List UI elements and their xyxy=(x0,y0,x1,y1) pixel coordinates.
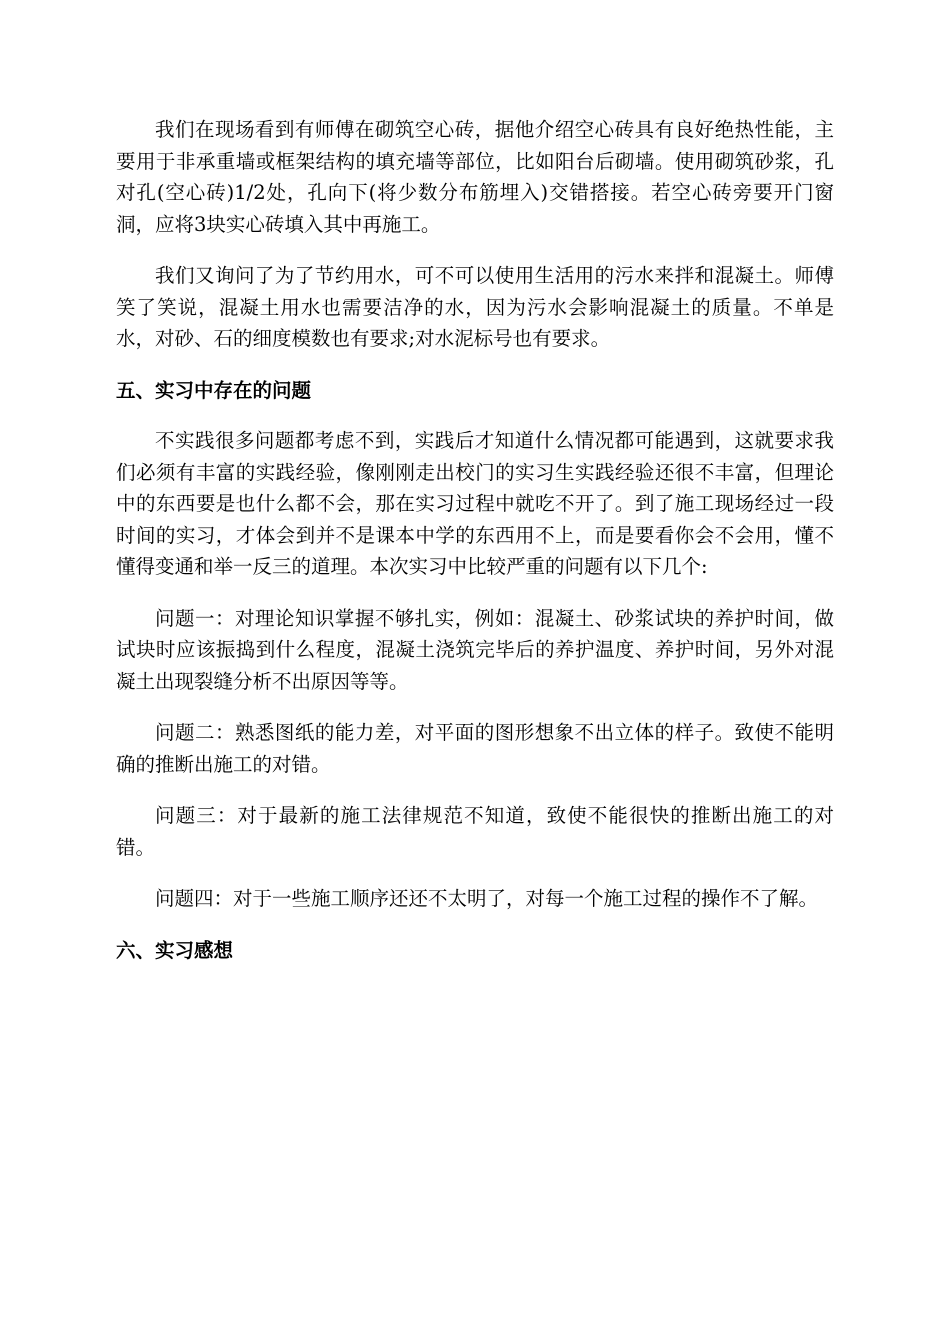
paragraph-problem-two: 问题二：熟悉图纸的能力差，对平面的图形想象不出立体的样子。致使不能明确的推断出施工的对错。 xyxy=(116,721,834,776)
paragraph-water-quality: 我们又询问了为了节约用水，可不可以使用生活用的污水来拌和混凝土。师傅笑了笑说，混凝土用水也需要洁净的水，因为污水会影响混凝土的质量。不单是水，对砂、石的细度模数也有要求;对水泥标号也有要求。 xyxy=(116,264,834,350)
paragraph-problem-one: 问题一：对理论知识掌握不够扎实，例如：混凝土、砂浆试块的养护时间，做试块时应该振捣到什么程度，混凝土浇筑完毕后的养护温度、养护时间，另外对混凝土出现裂缝分析不出原因等等。 xyxy=(116,606,834,693)
document-page xyxy=(116,114,834,985)
section-heading-problems: 五、实习中存在的问题 xyxy=(116,378,312,402)
paragraph-problem-three: 问题三：对于最新的施工法律规范不知道，致使不能很快的推断出施工的对错。 xyxy=(116,804,834,859)
section-heading-reflections: 六、实习感想 xyxy=(116,938,234,962)
paragraph-practice-intro: 不实践很多问题都考虑不到，实践后才知道什么情况都可能遇到，这就要求我们必须有丰富的实践经验，像刚刚走出校门的实习生实践经验还很不丰富，但理论中的东西要是也什么都不会，那在实习过程中就吃不开了。到了施工现场经过一段时间的实习，才体会到并不是课本中学的东西用不上，而是要看你会不会用，懂不懂得变通和举一反三的道理。本次实习中比较严重的问题有以下几个: xyxy=(116,429,834,578)
paragraph-hollow-brick: 我们在现场看到有师傅在砌筑空心砖，据他介绍空心砖具有良好绝热性能，主要用于非承重墙或框架结构的填充墙等部位，比如阳台后砌墙。使用砌筑砂浆，孔对孔(空心砖)1/2处，孔向下(将少数分布筋埋入)交错搭接。若空心砖旁要开门窗洞，应将3块实心砖填入其中再施工。 xyxy=(116,118,834,236)
paragraph-problem-four: 问题四：对于一些施工顺序还还不太明了，对每一个施工过程的操作不了解。 xyxy=(155,887,819,910)
